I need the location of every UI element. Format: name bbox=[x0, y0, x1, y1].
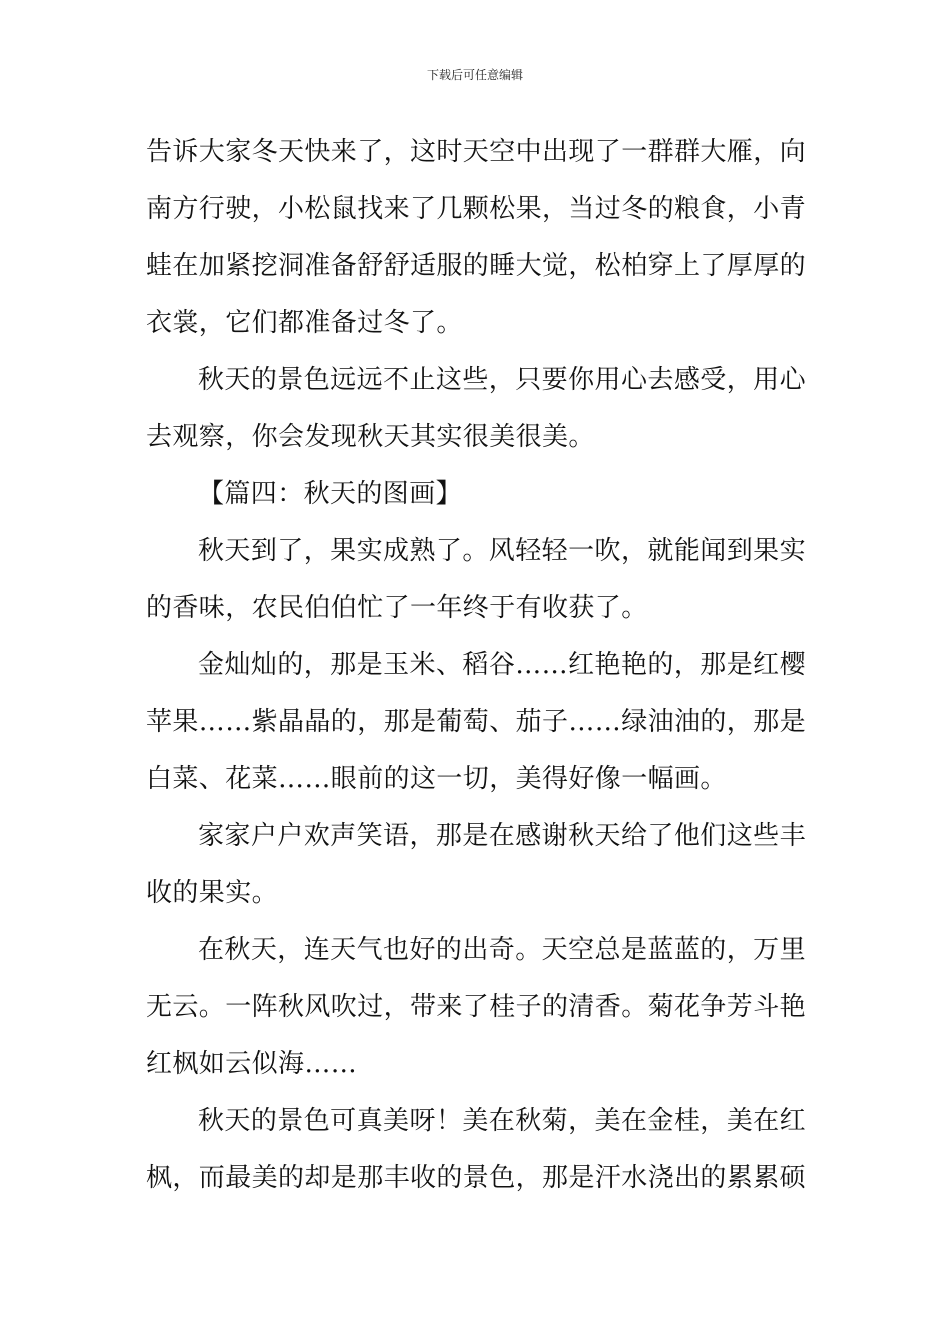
paragraph: 在秋天，连天气也好的出奇。天空总是蓝蓝的，万里无云。一阵秋风吹过，带来了桂子的清香。菊花争芳斗艳红枫如云似海…… bbox=[146, 935, 807, 1079]
paragraph: 家家户户欢声笑语，那是在感谢秋天给了他们这些丰收的果实。 bbox=[146, 821, 806, 908]
paragraph: 告诉大家冬天快来了，这时天空中出现了一群群大雁，向南方行驶，小松鼠找来了几颗松果，当过冬的粮食，小青蛙在加紧挖洞准备舒舒适服的睡大觉，松柏穿上了厚厚的衣裳，它们都准备过冬了。 bbox=[146, 137, 807, 338]
section-heading: 【篇四：秋天的图画】 bbox=[198, 479, 463, 509]
document-body bbox=[146, 124, 806, 1207]
paragraph: 秋天的景色远远不止这些，只要你用心去感受，用心去观察，你会发现秋天其实很美很美。 bbox=[146, 365, 806, 452]
paragraph: 金灿灿的，那是玉米、稻谷……红艳艳的，那是红樱苹果……紫晶晶的，那是葡萄、茄子……绿油油的，那是白菜、花菜……眼前的这一切，美得好像一幅画。 bbox=[146, 650, 807, 794]
paragraph: 秋天到了，果实成熟了。风轻轻一吹，就能闻到果实的香味，农民伯伯忙了一年终于有收获了。 bbox=[146, 536, 806, 623]
paragraph: 秋天的景色可真美呀！美在秋菊，美在金桂，美在红枫，而最美的却是那丰收的景色，那是汗水浇出的累累硕 bbox=[146, 1106, 807, 1193]
page-header: 下载后可任意编辑 bbox=[426, 68, 523, 82]
